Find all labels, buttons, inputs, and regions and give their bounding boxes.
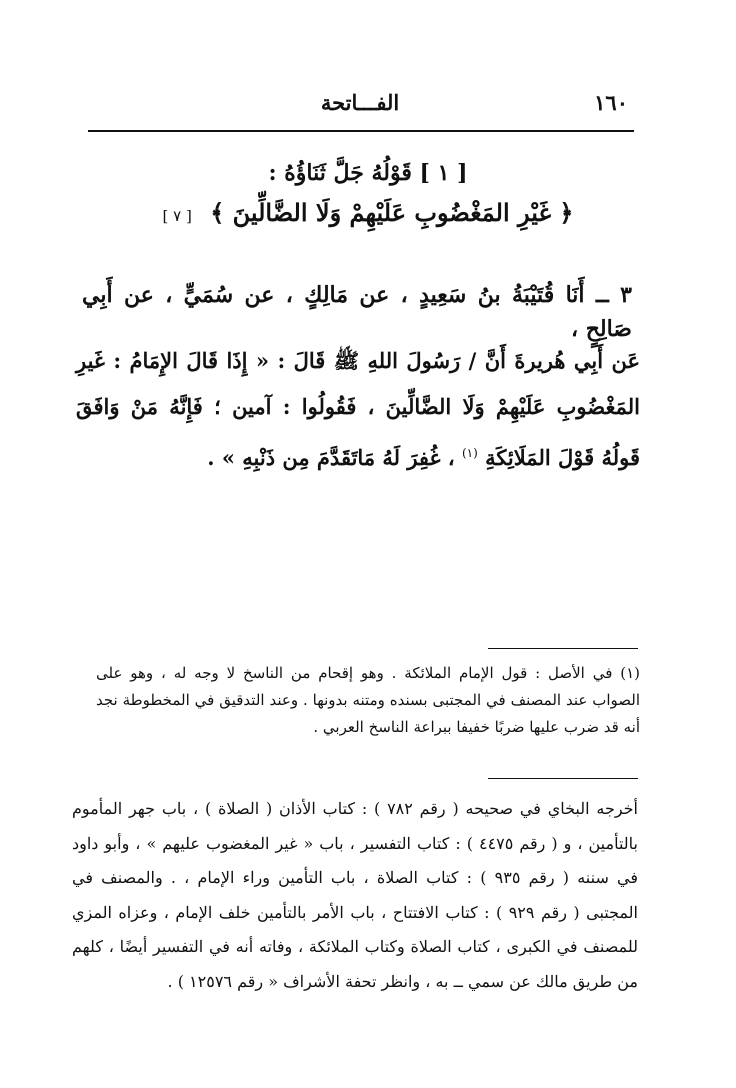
takhrij-note: أخرجه البخاي في صحيحه ( رقم ٧٨٢ ) : كتاب الأذان ( الصلاة ) ، باب جهر المأموم بالتأمين ، و ( رقم ٤٤٧٥ ) : كتاب التفسير ، باب « غير المغضوب عليهم » ، وأبو داود في سننه ( رقم ٩٣٥ ) : كتاب الصلاة ، باب التأمين وراء الإمام ، . والمصنف في المجتبى ( رقم ٩٢٩ ) : كتاب الافتتاح ، باب الأمر بالتأمين خلف الإمام ، وعزاه المزي للمصنف في الكبرى ، كتاب الصلاة وكتاب الملائكة ، وفاته أنه في التفسير أيضًا ، كلهم من طريق مالك عن سمي ــ به ، وانظر تحفة الأشراف « رقم ١٢٥٧٦ ) . <box>72 799 639 991</box>
hadith-chain: ٣ ــ أَنَا قُتَيْبَةُ بنُ سَعِيدٍ ، عن مَالِكٍ ، عن سُمَيٍّ ، عن أَبِي صَالِحٍ ، <box>82 282 632 342</box>
header-divider <box>88 130 634 132</box>
hadith-text-part-1: عَن أَبِي هُريرةَ أَنَّ / رَسُولَ اللهِ ﷺ قَالَ : « إِذَا قَالَ الإِمَامُ : غَيرِ المَغْضُوبِ عَلَيْهِمْ وَلَا الضَّالِّينَ ، فَقُولُوا : آمين ؛ فَإِنَّهُ مَنْ وَافَقَ قَولُهُ قَوْلَ المَلَائِكَةِ <box>76 348 640 470</box>
hadith-text <box>76 338 640 481</box>
quran-verse <box>150 198 586 227</box>
verse-reference: [ ٧ ] <box>162 207 192 225</box>
takhrij-divider <box>488 778 638 779</box>
page-number: ١٦٠ <box>594 90 628 115</box>
footnote-divider <box>488 648 638 649</box>
hadith-text-part-2: ، غُفِرَ لَهُ مَاتَقَدَّمَ مِن ذَنْبِهِ » . <box>207 445 455 470</box>
running-title: الفـــاتحة <box>320 90 400 115</box>
footnote-marker: (١) <box>461 446 478 460</box>
section-heading: [ ١ ] قَوْلُهُ جَلَّ ثَنَاؤُهُ : <box>268 160 468 186</box>
page-header <box>88 90 632 130</box>
footnote: (١) في الأصل : قول الإمام الملائكة . وهو إقحام من الناسخ لا وجه له ، وهو على الصواب عند المصنف في المجتبى بسنده ومتنه بدونها . وعند التدقيق في المخطوطة نجد أنه قد ضرب عليها ضربًا خفيفا ببراعة الناسخ العربي . <box>96 664 640 736</box>
verse-text: ﴿ غَيْرِ المَغْضُوبِ عَلَيْهِمْ وَلَا الضَّالِّينَ ﴾ <box>210 198 574 227</box>
